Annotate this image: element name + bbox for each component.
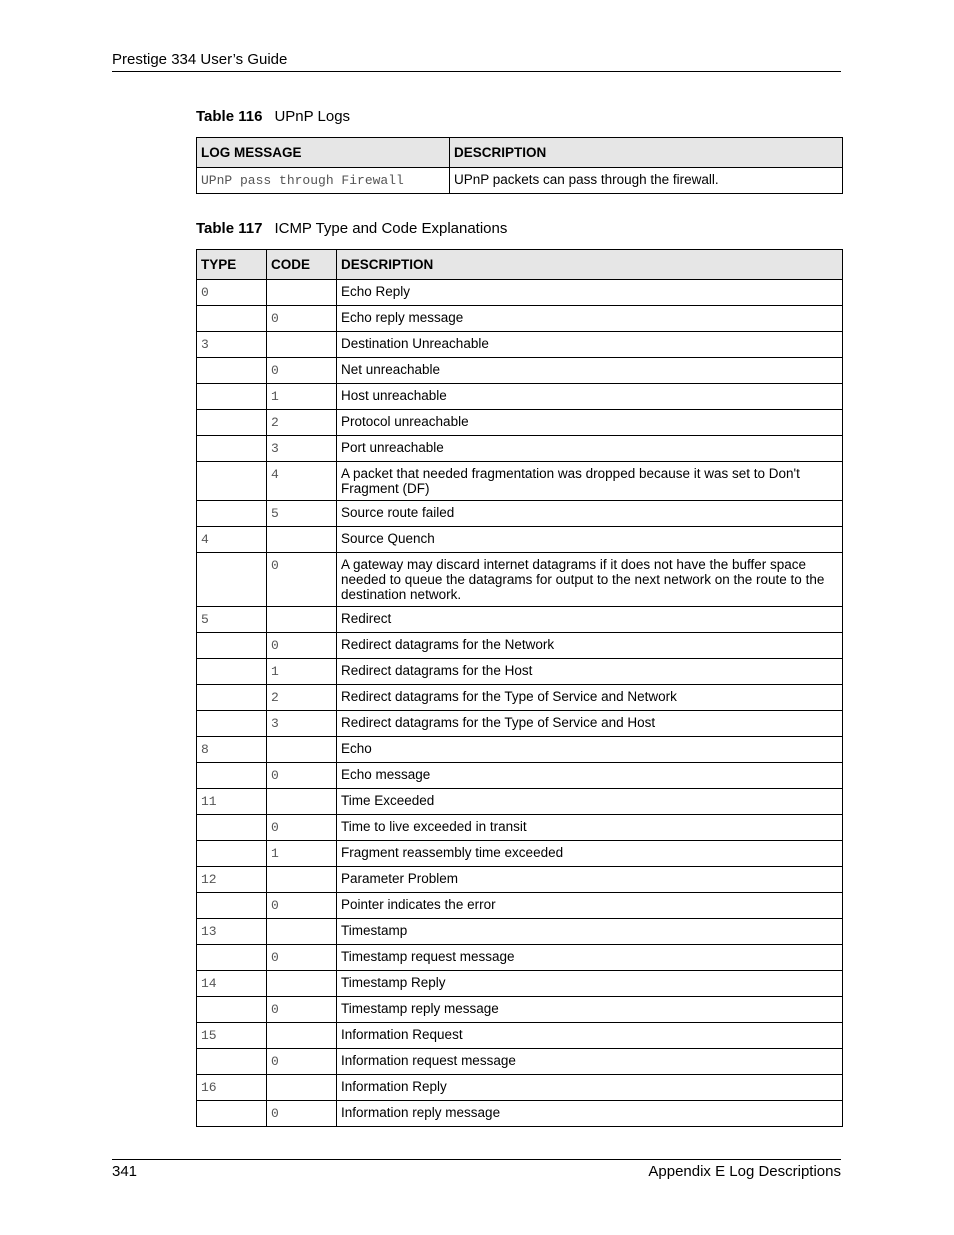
code-cell: 0: [267, 633, 337, 659]
code-cell: [267, 1075, 337, 1101]
type-cell: 15: [197, 1023, 267, 1049]
description-cell: Redirect datagrams for the Type of Service and Network: [337, 685, 843, 711]
table-row: [197, 763, 843, 789]
code-cell: [267, 737, 337, 763]
table-row: [197, 685, 843, 711]
description-cell: Redirect datagrams for the Type of Service and Host: [337, 711, 843, 737]
table-row: [197, 1075, 843, 1101]
description-cell: Redirect datagrams for the Host: [337, 659, 843, 685]
description-cell: Net unreachable: [337, 358, 843, 384]
table-row: [197, 280, 843, 306]
code-cell: 1: [267, 841, 337, 867]
table-row: [197, 1101, 843, 1127]
column-header-description: DESCRIPTION: [450, 138, 843, 168]
table-row: [197, 893, 843, 919]
code-cell: 2: [267, 685, 337, 711]
type-cell: [197, 659, 267, 685]
description-cell: A gateway may discard internet datagrams if it does not have the buffer space needed to queue the datagrams for output to the next network on the route to the destination network.: [337, 553, 843, 607]
description-cell: Source Quench: [337, 527, 843, 553]
type-cell: [197, 815, 267, 841]
type-cell: 0: [197, 280, 267, 306]
column-header-description: DESCRIPTION: [337, 250, 843, 280]
table-row: [197, 841, 843, 867]
table-row: [197, 789, 843, 815]
description-cell: Information Request: [337, 1023, 843, 1049]
code-cell: [267, 607, 337, 633]
code-cell: [267, 527, 337, 553]
type-cell: [197, 1049, 267, 1075]
code-cell: 2: [267, 410, 337, 436]
table-row: [197, 867, 843, 893]
type-cell: [197, 841, 267, 867]
description-cell: Time Exceeded: [337, 789, 843, 815]
description-cell: Destination Unreachable: [337, 332, 843, 358]
description-cell: Information reply message: [337, 1101, 843, 1127]
column-header-log-message: LOG MESSAGE: [197, 138, 450, 168]
page-number: 341: [112, 1163, 138, 1180]
document-title: Prestige 334 User’s Guide: [112, 51, 288, 68]
code-cell: 1: [267, 384, 337, 410]
type-cell: [197, 685, 267, 711]
code-cell: 3: [267, 436, 337, 462]
table-row: [197, 553, 843, 607]
description-cell: Protocol unreachable: [337, 410, 843, 436]
table-117-caption: [196, 220, 507, 237]
type-cell: [197, 358, 267, 384]
table-row: [197, 462, 843, 501]
table-header-row: [197, 138, 843, 168]
code-cell: 5: [267, 501, 337, 527]
type-cell: 11: [197, 789, 267, 815]
table-117-number: Table 117: [196, 220, 263, 237]
table-row: [197, 436, 843, 462]
type-cell: 4: [197, 527, 267, 553]
table-row: [197, 971, 843, 997]
table-row: [197, 501, 843, 527]
code-cell: [267, 919, 337, 945]
code-cell: 0: [267, 1049, 337, 1075]
description-cell: UPnP packets can pass through the firewall.: [450, 168, 843, 194]
table-116-number: Table 116: [196, 108, 263, 125]
code-cell: [267, 789, 337, 815]
description-cell: Pointer indicates the error: [337, 893, 843, 919]
description-cell: Echo: [337, 737, 843, 763]
table-header-row: [197, 250, 843, 280]
table-row: [197, 332, 843, 358]
code-cell: [267, 971, 337, 997]
code-cell: [267, 332, 337, 358]
type-cell: 12: [197, 867, 267, 893]
code-cell: 0: [267, 815, 337, 841]
type-cell: [197, 763, 267, 789]
code-cell: 1: [267, 659, 337, 685]
table-row: [197, 607, 843, 633]
description-cell: Timestamp reply message: [337, 997, 843, 1023]
description-cell: Timestamp: [337, 919, 843, 945]
type-cell: [197, 501, 267, 527]
code-cell: 4: [267, 462, 337, 501]
description-cell: Source route failed: [337, 501, 843, 527]
code-cell: 0: [267, 358, 337, 384]
description-cell: Fragment reassembly time exceeded: [337, 841, 843, 867]
code-cell: 0: [267, 1101, 337, 1127]
column-header-code: CODE: [267, 250, 337, 280]
type-cell: 3: [197, 332, 267, 358]
type-cell: 14: [197, 971, 267, 997]
code-cell: 0: [267, 893, 337, 919]
description-cell: Host unreachable: [337, 384, 843, 410]
type-cell: [197, 306, 267, 332]
code-cell: 0: [267, 763, 337, 789]
upnp-logs-table: [196, 137, 843, 194]
code-cell: [267, 1023, 337, 1049]
description-cell: Echo message: [337, 763, 843, 789]
code-cell: 0: [267, 306, 337, 332]
description-cell: Information Reply: [337, 1075, 843, 1101]
page-header: [112, 51, 841, 72]
code-cell: 0: [267, 553, 337, 607]
table-row: [197, 384, 843, 410]
description-cell: Redirect: [337, 607, 843, 633]
type-cell: [197, 462, 267, 501]
table-row: [197, 1023, 843, 1049]
icmp-type-code-table: [196, 249, 843, 1127]
description-cell: Timestamp request message: [337, 945, 843, 971]
description-cell: Port unreachable: [337, 436, 843, 462]
description-cell: Parameter Problem: [337, 867, 843, 893]
table-row: [197, 1049, 843, 1075]
description-cell: Timestamp Reply: [337, 971, 843, 997]
type-cell: 13: [197, 919, 267, 945]
type-cell: [197, 893, 267, 919]
code-cell: [267, 280, 337, 306]
description-cell: A packet that needed fragmentation was dropped because it was set to Don't Fragment (DF): [337, 462, 843, 501]
table-row: [197, 306, 843, 332]
description-cell: Redirect datagrams for the Network: [337, 633, 843, 659]
table-row: [197, 737, 843, 763]
table-row: [197, 527, 843, 553]
table-row: [197, 945, 843, 971]
type-cell: [197, 384, 267, 410]
type-cell: [197, 553, 267, 607]
type-cell: [197, 410, 267, 436]
type-cell: 16: [197, 1075, 267, 1101]
table-116-title: UPnP Logs: [274, 108, 351, 125]
type-cell: 8: [197, 737, 267, 763]
table-row: [197, 997, 843, 1023]
table-row: [197, 633, 843, 659]
log-message-cell: UPnP pass through Firewall: [197, 168, 450, 194]
description-cell: Echo reply message: [337, 306, 843, 332]
table-row: [197, 815, 843, 841]
type-cell: [197, 997, 267, 1023]
table-row: [197, 711, 843, 737]
type-cell: [197, 711, 267, 737]
description-cell: Information request message: [337, 1049, 843, 1075]
type-cell: [197, 633, 267, 659]
type-cell: 5: [197, 607, 267, 633]
table-row: [197, 358, 843, 384]
code-cell: 0: [267, 945, 337, 971]
table-row: [197, 919, 843, 945]
page-footer: [112, 1159, 841, 1180]
table-117-title: ICMP Type and Code Explanations: [274, 220, 508, 237]
description-cell: Time to live exceeded in transit: [337, 815, 843, 841]
table-row: [197, 168, 843, 194]
table-116-caption: [196, 108, 350, 125]
code-cell: 0: [267, 997, 337, 1023]
table-row: [197, 410, 843, 436]
type-cell: [197, 436, 267, 462]
type-cell: [197, 1101, 267, 1127]
code-cell: 3: [267, 711, 337, 737]
type-cell: [197, 945, 267, 971]
section-title: Appendix E Log Descriptions: [648, 1163, 841, 1180]
description-cell: Echo Reply: [337, 280, 843, 306]
column-header-type: TYPE: [197, 250, 267, 280]
code-cell: [267, 867, 337, 893]
table-row: [197, 659, 843, 685]
